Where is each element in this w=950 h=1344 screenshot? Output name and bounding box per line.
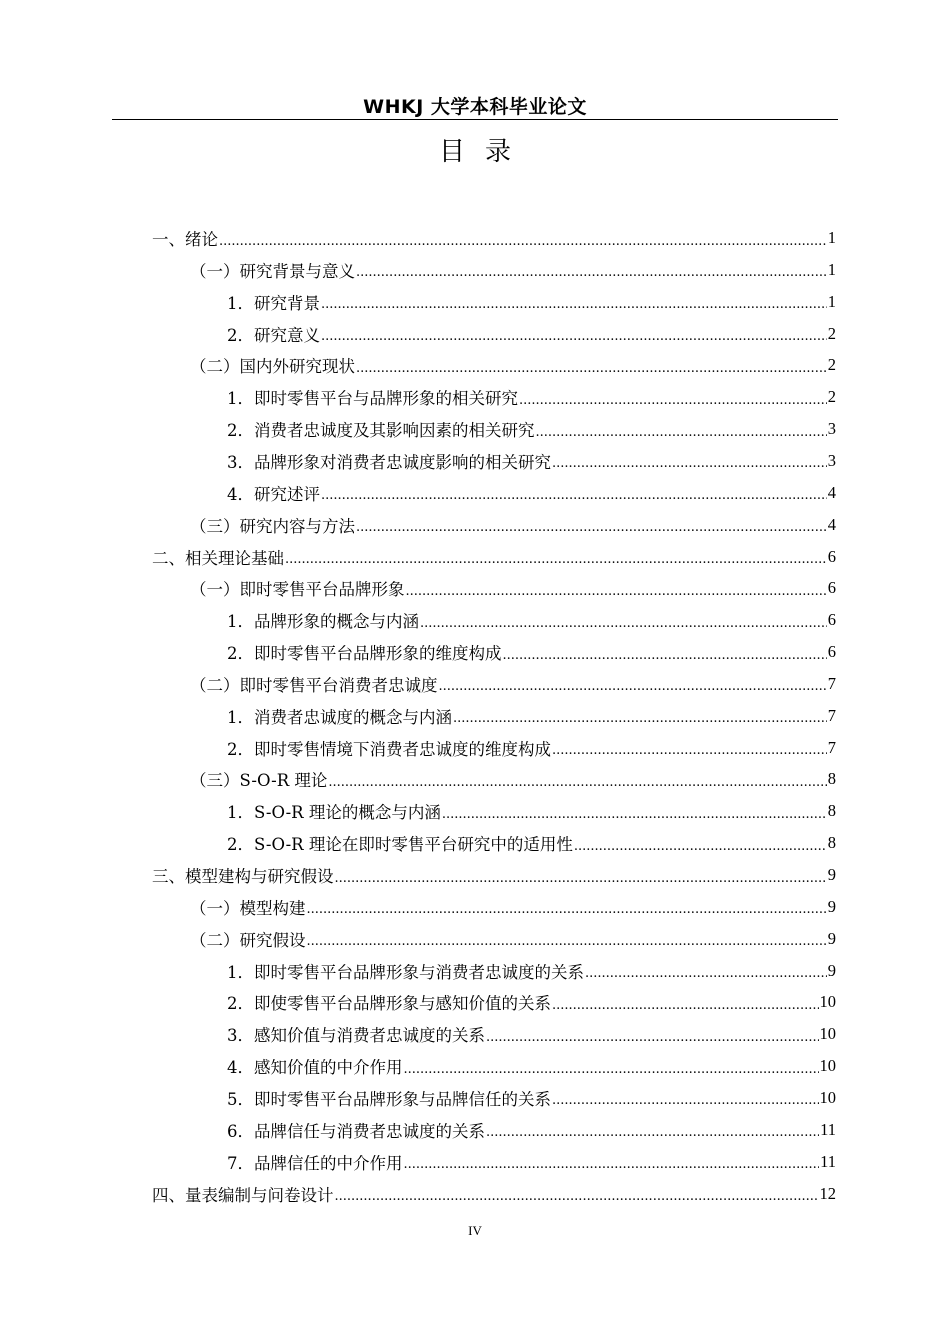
toc-entry-page: 7 (827, 673, 836, 693)
toc-entry-page: 9 (827, 928, 836, 948)
toc-entry-title: 2．消费者忠诚度及其影响因素的相关研究 (227, 421, 535, 441)
toc-entry-title: （一）即时零售平台品牌形象 (190, 580, 405, 600)
toc-dot-leader (552, 743, 827, 758)
toc-dot-leader (404, 1157, 820, 1172)
toc-entry-title: （二）研究假设 (190, 930, 306, 950)
toc-entry-title: 4．研究述评 (227, 484, 320, 504)
toc-entry[interactable] (152, 859, 836, 891)
toc-entry-page: 1 (827, 291, 836, 311)
toc-entry-title: 三、模型建构与研究假设 (152, 867, 334, 886)
toc-entry-page: 2 (827, 323, 836, 343)
toc-entry-title: （二）国内外研究现状 (190, 357, 355, 377)
toc-entry-title: 1．消费者忠诚度的概念与内涵 (227, 707, 452, 727)
toc-entry[interactable] (227, 732, 836, 764)
toc-entry-title: 二、相关理论基础 (152, 548, 284, 568)
toc-entry-page: 6 (827, 610, 836, 630)
toc-entry-title: （一）研究背景与意义 (190, 261, 355, 281)
toc-entry-title: 一、绪论 (152, 230, 218, 249)
toc-entry-title: （一）模型构建 (190, 898, 306, 918)
toc-dot-leader (328, 775, 826, 790)
toc-entry-page: 8 (827, 801, 836, 821)
toc-entry-page: 8 (827, 833, 836, 853)
toc-entry[interactable] (227, 955, 836, 987)
toc-dot-leader (307, 934, 827, 949)
toc-entry[interactable] (152, 1178, 836, 1210)
toc-entry-page: 3 (827, 419, 836, 439)
toc-entry[interactable] (227, 986, 836, 1018)
toc-dot-leader (486, 1030, 819, 1045)
toc-entry[interactable] (227, 1114, 836, 1146)
toc-entry-title: 2．S-O-R 理论在即时零售平台研究中的适用性 (227, 835, 573, 855)
toc-entry[interactable] (227, 827, 836, 859)
toc-dot-leader (321, 488, 827, 503)
toc-entry-page: 10 (819, 1024, 836, 1044)
toc-entry[interactable] (227, 1082, 836, 1114)
toc-entry-page: 12 (819, 1183, 836, 1203)
toc-entry-page: 1 (827, 228, 836, 247)
toc-entry-title: （三）S-O-R 理论 (190, 771, 328, 791)
toc-entry[interactable] (227, 795, 836, 827)
toc-entry-page: 6 (827, 546, 836, 566)
running-header: WHKJ 大学本科毕业论文 (363, 96, 587, 118)
toc-entry-page: 2 (827, 387, 836, 407)
toc-dot-leader (321, 329, 827, 344)
toc-entry-title: 2．即时零售情境下消费者忠诚度的维度构成 (227, 739, 551, 759)
toc-entry-title: 2．即时零售平台品牌形象的维度构成 (227, 644, 502, 664)
toc-dot-leader (439, 679, 827, 694)
toc-entry-title: 5．即时零售平台品牌形象与品牌信任的关系 (227, 1089, 551, 1109)
toc-dot-leader (356, 520, 827, 535)
toc-dot-leader (552, 998, 819, 1013)
toc-dot-leader (453, 711, 827, 726)
toc-dot-leader (442, 807, 827, 822)
toc-dot-leader (285, 552, 827, 567)
toc-entry-title: 2．即使零售平台品牌形象与感知价值的关系 (227, 994, 551, 1014)
toc-dot-leader (307, 902, 827, 917)
toc-entry-page: 1 (827, 259, 836, 279)
toc-entry[interactable] (190, 254, 836, 286)
toc-dot-leader (335, 871, 827, 886)
toc-entry-title: （二）即时零售平台消费者忠诚度 (190, 675, 438, 695)
toc-entry-page: 2 (827, 355, 836, 375)
toc-entry[interactable] (190, 923, 836, 955)
toc-entry-page: 6 (827, 578, 836, 598)
toc-entry-page: 10 (819, 1056, 836, 1076)
toc-entry-page: 9 (827, 896, 836, 916)
page-title: 目录 (438, 137, 531, 167)
page-number: IV (468, 1223, 482, 1238)
toc-entry-title: （三）研究内容与方法 (190, 516, 355, 536)
toc-entry-page: 7 (827, 737, 836, 757)
toc-dot-leader (356, 265, 827, 280)
toc-entry[interactable] (227, 413, 836, 445)
toc-entry-title: 4．感知价值的中介作用 (227, 1058, 403, 1078)
toc-dot-leader (574, 839, 827, 854)
toc-entry[interactable] (190, 668, 836, 700)
toc-entry-title: 3．感知价值与消费者忠诚度的关系 (227, 1026, 485, 1046)
toc-entry-page: 10 (819, 992, 836, 1012)
toc-entry[interactable] (227, 700, 836, 732)
toc-entry-title: 1．即时零售平台与品牌形象的相关研究 (227, 389, 518, 409)
toc-entry-title: 1．品牌形象的概念与内涵 (227, 612, 419, 632)
toc-dot-leader (536, 425, 827, 440)
toc-dot-leader (486, 1125, 819, 1140)
toc-entry-page: 4 (827, 514, 836, 534)
toc-entry[interactable] (227, 445, 836, 477)
toc-dot-leader (219, 234, 827, 249)
toc-entry-page: 11 (820, 1119, 836, 1139)
toc-dot-leader (321, 297, 827, 312)
toc-entry-page: 8 (827, 769, 836, 789)
toc-entry-page: 9 (827, 960, 836, 980)
toc-dot-leader (335, 1189, 819, 1204)
toc-entry-page: 3 (827, 450, 836, 470)
toc-dot-leader (404, 1062, 819, 1077)
toc-entry[interactable] (227, 1050, 836, 1082)
toc-entry-page: 6 (827, 642, 836, 662)
toc-entry[interactable] (227, 1146, 836, 1178)
toc-entry[interactable] (190, 509, 836, 541)
toc-entry[interactable] (152, 541, 836, 573)
toc-dot-leader (585, 966, 827, 981)
toc-entry-page: 10 (819, 1087, 836, 1107)
toc-entry-page: 7 (827, 705, 836, 725)
toc-entry[interactable] (190, 891, 836, 923)
toc-entry[interactable] (227, 381, 836, 413)
toc-entry[interactable] (190, 763, 836, 795)
toc-entry[interactable] (227, 286, 836, 318)
toc-entry-title: 2．研究意义 (227, 325, 320, 345)
toc-entry-title: 1．即时零售平台品牌形象与消费者忠诚度的关系 (227, 962, 584, 982)
toc-dot-leader (519, 393, 827, 408)
toc-entry[interactable] (152, 222, 836, 254)
toc-dot-leader (552, 456, 827, 471)
toc-entry-title: 7．品牌信任的中介作用 (227, 1153, 403, 1173)
toc-entry-title: 1．S-O-R 理论的概念与内涵 (227, 803, 441, 823)
toc-entry[interactable] (190, 572, 836, 604)
header-rule (112, 119, 838, 120)
toc-dot-leader (503, 648, 827, 663)
toc-entry-title: 6．品牌信任与消费者忠诚度的关系 (227, 1121, 485, 1141)
toc-entry[interactable] (190, 349, 836, 381)
toc-entry-page: 4 (827, 482, 836, 502)
toc-entry[interactable] (227, 604, 836, 636)
toc-entry[interactable] (227, 636, 836, 668)
toc-dot-leader (552, 1093, 819, 1108)
toc-entry-title: 四、量表编制与问卷设计 (152, 1185, 334, 1205)
toc-entry[interactable] (227, 318, 836, 350)
toc-entry[interactable] (227, 477, 836, 509)
toc-entry-title: 1．研究背景 (227, 293, 320, 313)
toc-entry-page: 9 (827, 865, 836, 884)
toc-entry[interactable] (227, 1018, 836, 1050)
toc-dot-leader (420, 616, 827, 631)
toc-entry-page: 11 (820, 1151, 836, 1171)
toc-dot-leader (406, 584, 827, 599)
toc-dot-leader (356, 361, 827, 376)
toc-entry-title: 3．品牌形象对消费者忠诚度影响的相关研究 (227, 452, 551, 472)
